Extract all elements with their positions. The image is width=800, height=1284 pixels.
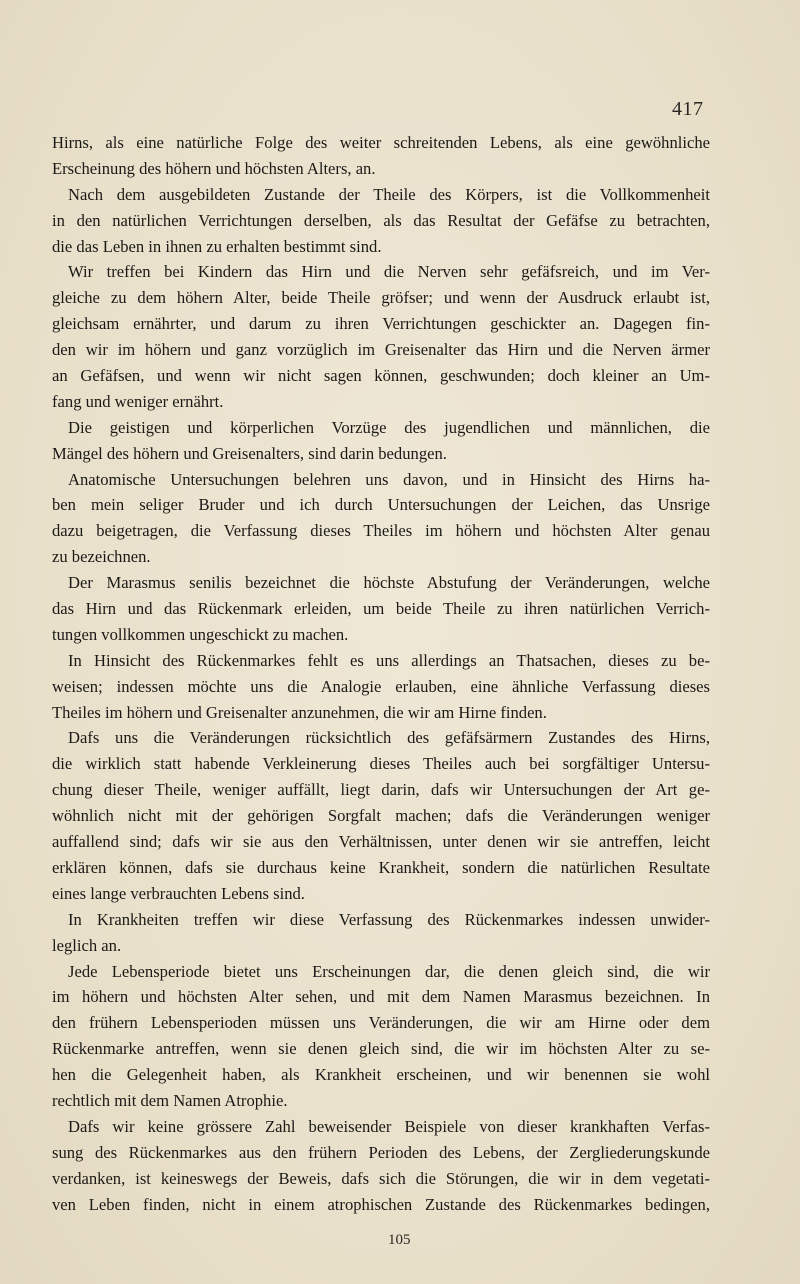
- text-line: wöhnlich nicht mit der gehörigen Sorgfalt machen; dafs die Veränderungen weniger: [52, 806, 710, 826]
- text-line: die wirklich statt habende Verkleinerung dieses Theiles auch bei sorgfältiger Untersu-: [52, 754, 710, 774]
- text-line: weisen; indessen möchte uns die Analogie erlauben, eine ähnliche Verfassung dieses: [52, 676, 710, 696]
- text-line: Hirns, als eine natürliche Folge des weiter schreitenden Lebens, als eine gewöhnliche: [52, 133, 710, 152]
- text-line: Anatomische Untersuchungen belehren uns davon, und in Hinsicht des Hirns ha-: [68, 469, 710, 489]
- text-line: dazu beigetragen, die Verfassung dieses Theiles im höhern und höchsten Alter genau: [52, 521, 710, 541]
- body-text: [52, 130, 710, 1217]
- signature-mark: 105: [388, 1232, 411, 1248]
- text-line: in den natürlichen Verrichtungen derselben, als das Resultat der Gefäfse zu betrachten,: [52, 210, 710, 230]
- text-line: das Hirn und das Rückenmark erleiden, um beide Theile zu ihren natürlichen Verrich-: [52, 599, 710, 619]
- text-line: Rückenmarke antreffen, wenn sie denen gleich sind, die wir im höchsten Alter zu se-: [52, 1039, 710, 1059]
- text-line: erklären können, dafs sie durchaus keine Krankheit, sondern die natürlichen Resultate: [52, 857, 710, 877]
- text-line: chung dieser Theile, weniger auffällt, liegt darin, dafs wir Untersuchungen der Art ge-: [52, 780, 710, 800]
- text-line: Theiles im höhern und Greisenalter anzunehmen, die wir am Hirne finden.: [52, 702, 547, 722]
- text-line: an Gefäfsen, und wenn wir nicht sagen können, geschwunden; doch kleiner an Um-: [52, 366, 710, 386]
- text-line: zu bezeichnen.: [52, 547, 151, 567]
- text-line: fang und weniger ernährt.: [52, 391, 224, 411]
- text-line: sung des Rückenmarkes aus den frühern Perioden des Lebens, der Zergliederungskunde: [52, 1142, 710, 1162]
- text-line: im höhern und höchsten Alter sehen, und mit dem Namen Marasmus bezeichnen. In: [52, 987, 710, 1007]
- text-line: In Hinsicht des Rückenmarkes fehlt es uns allerdings an Thatsachen, dieses zu be-: [68, 650, 710, 670]
- text-line: Mängel des höhern und Greisenalters, sind darin bedungen.: [52, 443, 447, 463]
- text-line: Dafs wir keine grössere Zahl beweisender Beispiele von dieser krankhaften Verfas-: [68, 1116, 710, 1136]
- text-line: gleiche zu dem höhern Alter, beide Theile gröfser; und wenn der Ausdruck erlaubt ist,: [52, 288, 710, 308]
- text-line: hen die Gelegenheit haben, als Krankheit erscheinen, und wir benennen sie wohl: [52, 1065, 710, 1085]
- text-line: Die geistigen und körperlichen Vorzüge des jugendlichen und männlichen, die: [68, 417, 710, 437]
- text-line: Nach dem ausgebildeten Zustande der Theile des Körpers, ist die Vollkommenheit: [68, 184, 710, 204]
- page-number: 417: [672, 98, 704, 120]
- text-line: leglich an.: [52, 935, 122, 955]
- text-line: verdanken, ist keineswegs der Beweis, dafs sich die Störungen, die wir in dem vegetati-: [52, 1168, 710, 1188]
- text-line: In Krankheiten treffen wir diese Verfassung des Rückenmarkes indessen unwider-: [68, 909, 710, 929]
- text-line: gleichsam ernährter, und darum zu ihren Verrichtungen geschickter an. Dagegen fin-: [52, 314, 710, 334]
- text-line: Erscheinung des höhern und höchsten Alters, an.: [52, 158, 376, 178]
- text-line: den frühern Lebensperioden müssen uns Veränderungen, die wir am Hirne oder dem: [52, 1013, 710, 1033]
- text-line: ben mein seliger Bruder und ich durch Untersuchungen der Leichen, das Unsrige: [52, 495, 710, 515]
- text-line: tungen vollkommen ungeschickt zu machen.: [52, 624, 349, 644]
- text-line: rechtlich mit dem Namen Atrophie.: [52, 1090, 288, 1110]
- text-line: Wir treffen bei Kindern das Hirn und die Nerven sehr gefäfsreich, und im Ver-: [68, 262, 710, 282]
- text-line: ven Leben finden, nicht in einem atrophischen Zustande des Rückenmarkes bedingen,: [52, 1194, 710, 1214]
- text-line: Jede Lebensperiode bietet uns Erscheinungen dar, die denen gleich sind, die wir: [68, 961, 710, 981]
- text-line: auffallend sind; dafs wir sie aus den Verhältnissen, unter denen wir sie antreffen, leicht: [52, 832, 710, 852]
- text-line: Der Marasmus senilis bezeichnet die höchste Abstufung der Veränderungen, welche: [68, 573, 710, 593]
- text-line: Dafs uns die Veränderungen rücksichtlich des gefäfsärmern Zustandes des Hirns,: [68, 728, 710, 748]
- text-line: die das Leben in ihnen zu erhalten bestimmt sind.: [52, 236, 382, 256]
- text-line: den wir im höhern und ganz vorzüglich im Greisenalter das Hirn und die Nerven ärmer: [52, 340, 710, 360]
- text-line: eines lange verbrauchten Lebens sind.: [52, 883, 305, 903]
